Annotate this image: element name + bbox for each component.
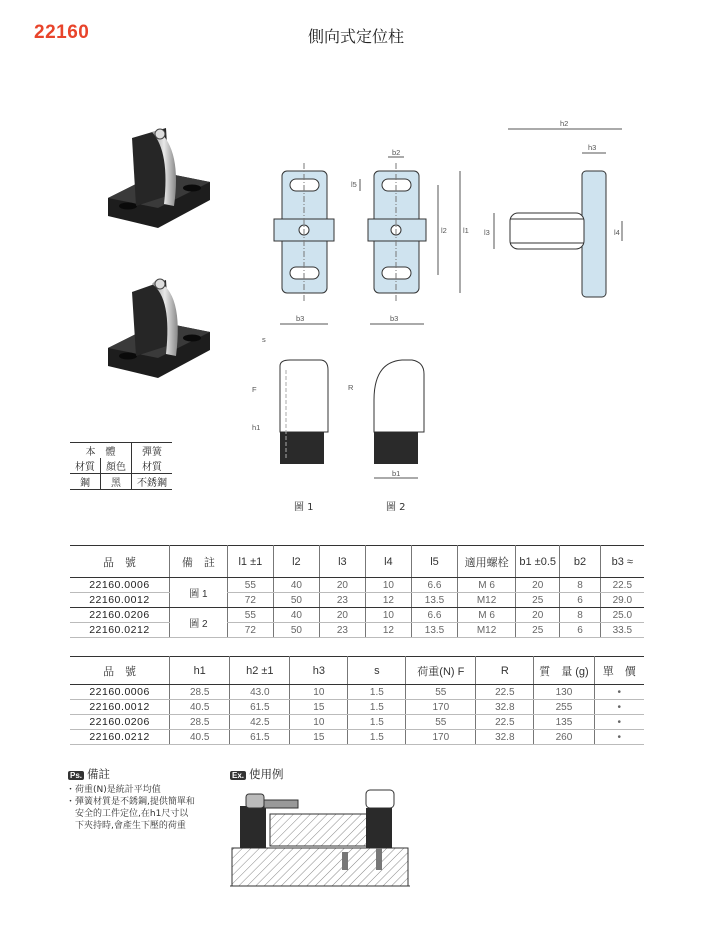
dim-s-label: s xyxy=(262,335,266,344)
t1-l3: 20 xyxy=(319,578,365,593)
t1-header-note: 備 註 xyxy=(169,546,227,578)
t2-price: • xyxy=(594,715,644,730)
dim-l1-label: l1 xyxy=(463,226,469,235)
dim-b3-label-fig1: b3 xyxy=(296,314,305,323)
t2-h3: 10 xyxy=(290,715,348,730)
t1-note: 圖 1 xyxy=(169,578,227,608)
t1-header-b1: b1 ±0.5 xyxy=(516,546,560,578)
dim-l3-label: l3 xyxy=(484,228,490,237)
notes-badge: Ps. xyxy=(70,771,83,780)
figure-1-caption: 圖 1 xyxy=(294,502,314,513)
t1-l1: 55 xyxy=(227,608,273,623)
t1-model: 22160.0006 xyxy=(70,578,169,593)
t1-b2: 8 xyxy=(560,578,600,593)
t2-model: 22160.0206 xyxy=(70,715,170,730)
t2-h1: 28.5 xyxy=(170,685,230,700)
t2-s: 1.5 xyxy=(348,685,406,700)
t2-h2: 43.0 xyxy=(230,685,290,700)
t1-header-bolt: 適用螺栓 xyxy=(458,546,516,578)
t1-b2: 6 xyxy=(560,593,600,608)
t1-l4: 12 xyxy=(365,623,411,638)
table-row xyxy=(70,608,644,623)
t2-h1: 40.5 xyxy=(170,730,230,745)
t1-b3: 33.5 xyxy=(600,623,644,638)
example-heading xyxy=(230,766,284,782)
dim-b1-label: b1 xyxy=(392,469,401,478)
t1-header-b2: b2 xyxy=(560,546,600,578)
dim-l2-label: l2 xyxy=(441,226,447,235)
material-header-body: 本 體 xyxy=(70,443,132,459)
dim-h2-label: h2 xyxy=(560,119,569,128)
t2-s: 1.5 xyxy=(348,730,406,745)
material-body-material: 鋼 xyxy=(70,474,101,490)
t1-l1: 72 xyxy=(227,623,273,638)
notes-list xyxy=(66,784,196,832)
table-row xyxy=(70,715,644,730)
material-header-spring: 彈簧 xyxy=(132,443,173,459)
dim-b2-label: b2 xyxy=(392,148,401,157)
notes-title: 備註 xyxy=(87,767,111,781)
figure-2-caption: 圖 2 xyxy=(386,502,406,513)
material-sub-color: 顏色 xyxy=(101,458,132,474)
t2-r: 32.8 xyxy=(476,730,534,745)
t2-header-price: 單 價 xyxy=(594,657,644,685)
t2-header-h3: h3 xyxy=(290,657,348,685)
t2-header-load: 荷重(N) F xyxy=(406,657,476,685)
table-row xyxy=(70,730,644,745)
t1-l4: 10 xyxy=(365,608,411,623)
dim-h1-label: h1 xyxy=(252,423,261,432)
dim-b3-label-fig2: b3 xyxy=(390,314,399,323)
t1-b2: 8 xyxy=(560,608,600,623)
t1-header-l1: l1 ±1 xyxy=(227,546,273,578)
t1-header-model: 品 號 xyxy=(70,546,169,578)
dim-r-label: R xyxy=(348,383,354,392)
table-row xyxy=(70,578,644,593)
t2-h3: 15 xyxy=(290,730,348,745)
t1-note: 圖 2 xyxy=(169,608,227,638)
t1-model: 22160.0212 xyxy=(70,623,169,638)
note-item: ・彈簧材質是不銹鋼,提供簡單和安全的工件定位,在h1尺寸以下夾持時,會產生下壓的荷重 xyxy=(66,797,195,831)
t1-b3: 22.5 xyxy=(600,578,644,593)
t1-l3: 23 xyxy=(319,593,365,608)
t2-h2: 61.5 xyxy=(230,700,290,715)
dim-h3-label: h3 xyxy=(588,143,597,152)
note-item: ・荷重(N)是統計平均值 xyxy=(66,785,161,795)
top-views-drawing xyxy=(260,115,640,305)
t1-b1: 20 xyxy=(516,608,560,623)
t2-mass: 260 xyxy=(534,730,594,745)
dim-l5-label: l5 xyxy=(351,180,357,189)
front-views-drawing xyxy=(240,310,480,490)
t2-h1: 40.5 xyxy=(170,700,230,715)
t1-l3: 20 xyxy=(319,608,365,623)
t1-bolt: M12 xyxy=(458,623,516,638)
t2-price: • xyxy=(594,730,644,745)
example-title: 使用例 xyxy=(249,767,284,781)
t2-load: 55 xyxy=(406,715,476,730)
page-title: 側向式定位柱 xyxy=(307,27,404,46)
t2-price: • xyxy=(594,700,644,715)
t2-header-mass: 質 量 (g) xyxy=(534,657,594,685)
t1-bolt: M12 xyxy=(458,593,516,608)
t1-bolt: M 6 xyxy=(458,578,516,593)
example-badge: Ex. xyxy=(232,771,245,780)
table-row xyxy=(70,700,644,715)
t1-b1: 25 xyxy=(516,593,560,608)
t2-load: 55 xyxy=(406,685,476,700)
t2-mass: 135 xyxy=(534,715,594,730)
t2-h2: 42.5 xyxy=(230,715,290,730)
material-table xyxy=(70,442,172,490)
dimension-table-2 xyxy=(70,656,644,745)
t2-price: • xyxy=(594,685,644,700)
table-row xyxy=(70,623,644,638)
notes-heading xyxy=(68,766,110,782)
product-photo-2 xyxy=(100,270,220,380)
t2-s: 1.5 xyxy=(348,715,406,730)
t1-header-l5: l5 xyxy=(411,546,457,578)
t1-header-l2: l2 xyxy=(273,546,319,578)
t2-model: 22160.0212 xyxy=(70,730,170,745)
t1-l5: 6.6 xyxy=(411,608,457,623)
t1-model: 22160.0206 xyxy=(70,608,169,623)
t2-load: 170 xyxy=(406,700,476,715)
material-sub-material: 材質 xyxy=(70,458,101,474)
dim-f-label: F xyxy=(252,385,257,394)
table-row xyxy=(70,685,644,700)
t2-mass: 130 xyxy=(534,685,594,700)
t1-header-l4: l4 xyxy=(365,546,411,578)
product-photo-1 xyxy=(100,120,220,230)
t1-l2: 40 xyxy=(273,608,319,623)
t1-l3: 23 xyxy=(319,623,365,638)
t1-l5: 13.5 xyxy=(411,593,457,608)
t1-b3: 25.0 xyxy=(600,608,644,623)
t1-l5: 13.5 xyxy=(411,623,457,638)
t1-header-b3: b3 ≈ xyxy=(600,546,644,578)
t1-bolt: M 6 xyxy=(458,608,516,623)
t1-l2: 50 xyxy=(273,623,319,638)
t1-l4: 12 xyxy=(365,593,411,608)
t2-h3: 15 xyxy=(290,700,348,715)
t1-l5: 6.6 xyxy=(411,578,457,593)
t2-header-s: s xyxy=(348,657,406,685)
t2-header-h1: h1 xyxy=(170,657,230,685)
t1-b3: 29.0 xyxy=(600,593,644,608)
product-code: 22160 xyxy=(34,22,90,43)
t2-r: 22.5 xyxy=(476,685,534,700)
t2-model: 22160.0006 xyxy=(70,685,170,700)
dimension-table-1 xyxy=(70,545,644,638)
material-sub-spring-material: 材質 xyxy=(132,458,173,474)
t2-r: 32.8 xyxy=(476,700,534,715)
t1-b1: 20 xyxy=(516,578,560,593)
material-body-color: 黑 xyxy=(101,474,132,490)
t1-model: 22160.0012 xyxy=(70,593,169,608)
t1-l2: 40 xyxy=(273,578,319,593)
t1-l4: 10 xyxy=(365,578,411,593)
table-row xyxy=(70,593,644,608)
t2-h1: 28.5 xyxy=(170,715,230,730)
dim-l4-label: l4 xyxy=(614,228,620,237)
t1-header-l3: l3 xyxy=(319,546,365,578)
t2-load: 170 xyxy=(406,730,476,745)
t2-mass: 255 xyxy=(534,700,594,715)
t2-header-r: R xyxy=(476,657,534,685)
t2-r: 22.5 xyxy=(476,715,534,730)
t2-header-h2: h2 ±1 xyxy=(230,657,290,685)
material-spring-material: 不銹鋼 xyxy=(132,474,173,490)
t1-b2: 6 xyxy=(560,623,600,638)
t1-b1: 25 xyxy=(516,623,560,638)
t2-h3: 10 xyxy=(290,685,348,700)
t2-h2: 61.5 xyxy=(230,730,290,745)
t1-l1: 72 xyxy=(227,593,273,608)
t2-s: 1.5 xyxy=(348,700,406,715)
t1-l1: 55 xyxy=(227,578,273,593)
t1-l2: 50 xyxy=(273,593,319,608)
usage-example-drawing xyxy=(230,784,410,888)
t2-header-model: 品 號 xyxy=(70,657,170,685)
t2-model: 22160.0012 xyxy=(70,700,170,715)
